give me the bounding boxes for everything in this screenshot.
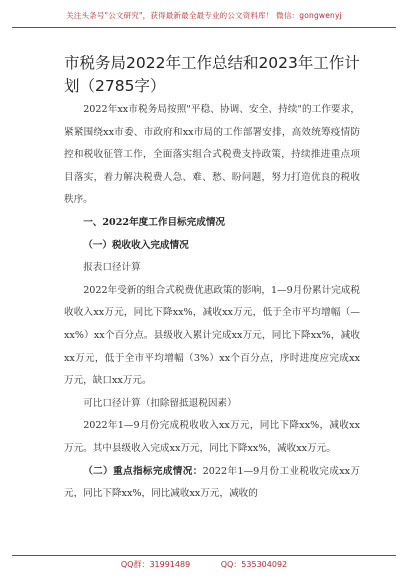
header-banner: 关注头条号"公文研究"，获得最新最全最专业的公文资料库！ 微信：gongwenyj <box>66 11 342 20</box>
key-indicators-text: 2022年1—9月份工业税收完成xx万元，同比下降xx%，同比减收xx万元，减收的 <box>64 465 360 500</box>
comparable-basis-label: 可比口径计算（扣除留抵退税因素） <box>83 397 237 409</box>
footer <box>0 559 408 570</box>
qq-group: QQ群：31991489 <box>120 560 191 569</box>
subsection-heading-1: （一）税收收入完成情况 <box>83 239 189 251</box>
tax-revenue-paragraph: 2022年受新的组合式税费优惠政策的影响，1—9月份累计完成税收收入xx万元，同比下降xx%，减收xx万元，低于全市平均增幅（—xx%）xx个百分点。县级收入累计完成xx万元，同比下降xx%，减收xx万元，低于全市平均增幅（3%）xx个百分点，序时进度应完成xx万元，缺口xx万元。 <box>64 284 360 387</box>
report-basis-label: 报表口径计算 <box>83 262 141 274</box>
footer-divider <box>12 555 396 556</box>
header-divider <box>12 27 396 28</box>
section-heading-1: 一、2022年度工作目标完成情况 <box>83 216 226 228</box>
comparable-revenue-paragraph: 2022年1—9月份完成税收收入xx万元，同比下降xx%，减收xx万元。其中县级收入完成xx万元，同比下降xx%，减收xx万元。 <box>64 420 360 454</box>
document-body <box>64 99 360 506</box>
qq-contact: QQ：535304092 <box>220 560 288 569</box>
intro-paragraph: 2022年xx市税务局按照"平稳、协调、安全、持续"的工作要求，紧紧围绕xx市委、市政府和xx市局的工作部署安排，高效统筹疫情防控和税收征管工作，全面落实组合式税费支持政策，持续推进重点项目落实，着力解决税费人急、难、愁、盼问题，努力打造优良的税收秩序。 <box>64 104 360 206</box>
document-title: 市税务局2022年工作总结和2023年工作计划（2785字） <box>64 54 360 95</box>
key-indicators-paragraph <box>64 461 360 506</box>
key-indicators-label: （二）重点指标完成情况： <box>83 465 203 477</box>
